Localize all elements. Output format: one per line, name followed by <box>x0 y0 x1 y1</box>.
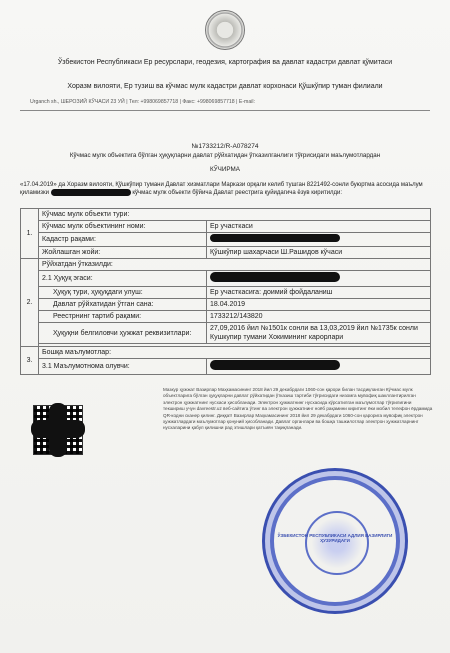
object-name-value: Ер участкаси <box>207 221 431 233</box>
registry-table <box>20 208 431 375</box>
cadastre-number-value <box>207 233 431 247</box>
redacted-holder <box>210 272 340 282</box>
redacted-cadastre <box>210 234 340 242</box>
basis-document-value: 27,09,2016 йил №1501к сонли ва 13,03,2019 йил №1735к сонли Кушкупир тумани Хокимининг карорлари <box>207 323 431 344</box>
official-seal-icon <box>262 468 408 614</box>
section-1-number: 1. <box>21 209 39 259</box>
state-emblem-icon <box>205 10 245 50</box>
header-committee: Ўзбекистон Республикаси Ер ресурслари, геодезия, картография ва давлат кадастри давлат қўмитаси <box>57 59 393 66</box>
object-name-label: Кўчмас мулк объектининг номи: <box>39 221 207 233</box>
intro-paragraph <box>20 181 430 197</box>
registration-date-label: Давлат рўйхатидан ўтган сана: <box>39 299 207 311</box>
registry-number-value: 1733212/143820 <box>207 311 431 323</box>
section-1-heading: Кўчмас мулк объекти тури: <box>39 209 431 221</box>
recipient-value <box>207 359 431 375</box>
address-label: Жойлашган жойи: <box>39 247 207 259</box>
registry-number-label: Реестрнинг тартиб рақами: <box>39 311 207 323</box>
document-number: №1733212/R-A078274 <box>191 143 259 150</box>
right-type-label: Ҳуқуқ тури, ҳуқуқдаги улуш: <box>39 287 207 299</box>
section-3-number: 3. <box>21 347 39 375</box>
header-branch: Хоразм вилояти, Ер тузиш ва кўчмас мулк кадастри давлат корхонаси Қўшкўпир туман филиали <box>67 83 383 90</box>
recipient-label: 3.1 Маълумотнома олувчи: <box>39 359 207 375</box>
document-kind: КЎЧИРМА <box>210 166 240 173</box>
address-value: Қўшкўпир шахарчаси Ш.Рашидов кўчаси <box>207 247 431 259</box>
section-3-heading: Бошқа маълумотлар: <box>39 347 431 359</box>
section-2-heading: Рўйхатдан ўтказилди: <box>39 259 431 271</box>
seal-center-icon <box>305 511 369 575</box>
basis-document-label: Ҳуқуқни белгиловчи ҳужжат реквизитлари: <box>39 323 207 344</box>
header-divider <box>20 110 430 111</box>
registration-date-value: 18.04.2019 <box>207 299 431 311</box>
redacted-recipient <box>210 360 340 370</box>
section-2-number: 2. <box>21 259 39 347</box>
document-subtitle: Кўчмас мулк объектига бўлган ҳуқуқларни давлат рўйхатидан ўтказилганлиги тўғрисидаги маълумотлардан <box>69 152 381 159</box>
header-contact: Urganch sh., ШЕРОЗИЙ КЎЧАСИ 23 УЙ | Тел: +998069857718 | Факс: +998069857718 | E-mail: <box>30 99 256 105</box>
right-holder-value <box>207 271 431 287</box>
redacted-name <box>51 189 131 196</box>
cadastre-number-label: Кадастр рақами: <box>39 233 207 247</box>
intro-text-b: кўчмас мулк объекти бўйича Давлат реестрига қуйидагича ёзув киритилди: <box>132 190 343 197</box>
intro-text-a: «17.04.2019» да Хоразм вилояти, Қўшкўпир тумани Давлат хизматлари Маркази орқали келиб тушган 8221492-сонли буюртма асосида маълум қиламизки <box>20 182 423 197</box>
seal-text: ЎЗБЕКИСТОН РЕСПУБЛИКАСИ АДЛИЯ ВАЗИРЛИГИ ҲУЗУРИДАГИ <box>277 533 393 543</box>
right-type-value: Ер участкасига: доимий фойдаланиш <box>207 287 431 299</box>
legal-fine-print: Мазкур ҳужжат Вазирлар Маҳкамасининг 2018 йил 29 декабрдаги 1060-сон қарори билан тасдиқланган Кўчмас мулк объектларига бўлган ҳуқуқларни давлат рўйхатидан ўтказиш тартиби тўғрисидаги низомга мувофиқ шакллантирилган электрон ҳужжатнинг нусхаси ҳисобланади. Электрон ҳужжатнинг нусхасида кўрсатилган маълумотлар тўғрилигини текшириш учун davreestr.uz веб-сайтига ўтинг ва электрон ҳужжатнинг ноёб рақамини киритинг ёки мобил телефон ёрдамида QR-кодни сканер қилинг. Диққат! Вазирлар Маҳкамасининг 2018 йил 29 декабрдаги 1060-сон қарорига мувофиқ электрон ҳужжатлардаги маълумотлар қонуний ҳисобланади. Давлат органлари ва бошқа ташкилотлар электрон ҳужжатларнинг нусхаларини қабул қилишни рад этишлари қатъиян тақиқланади. <box>163 387 433 431</box>
qr-redaction-horizontal <box>31 420 85 438</box>
right-holder-label: 2.1 Ҳуқуқ эгаси: <box>39 271 207 287</box>
